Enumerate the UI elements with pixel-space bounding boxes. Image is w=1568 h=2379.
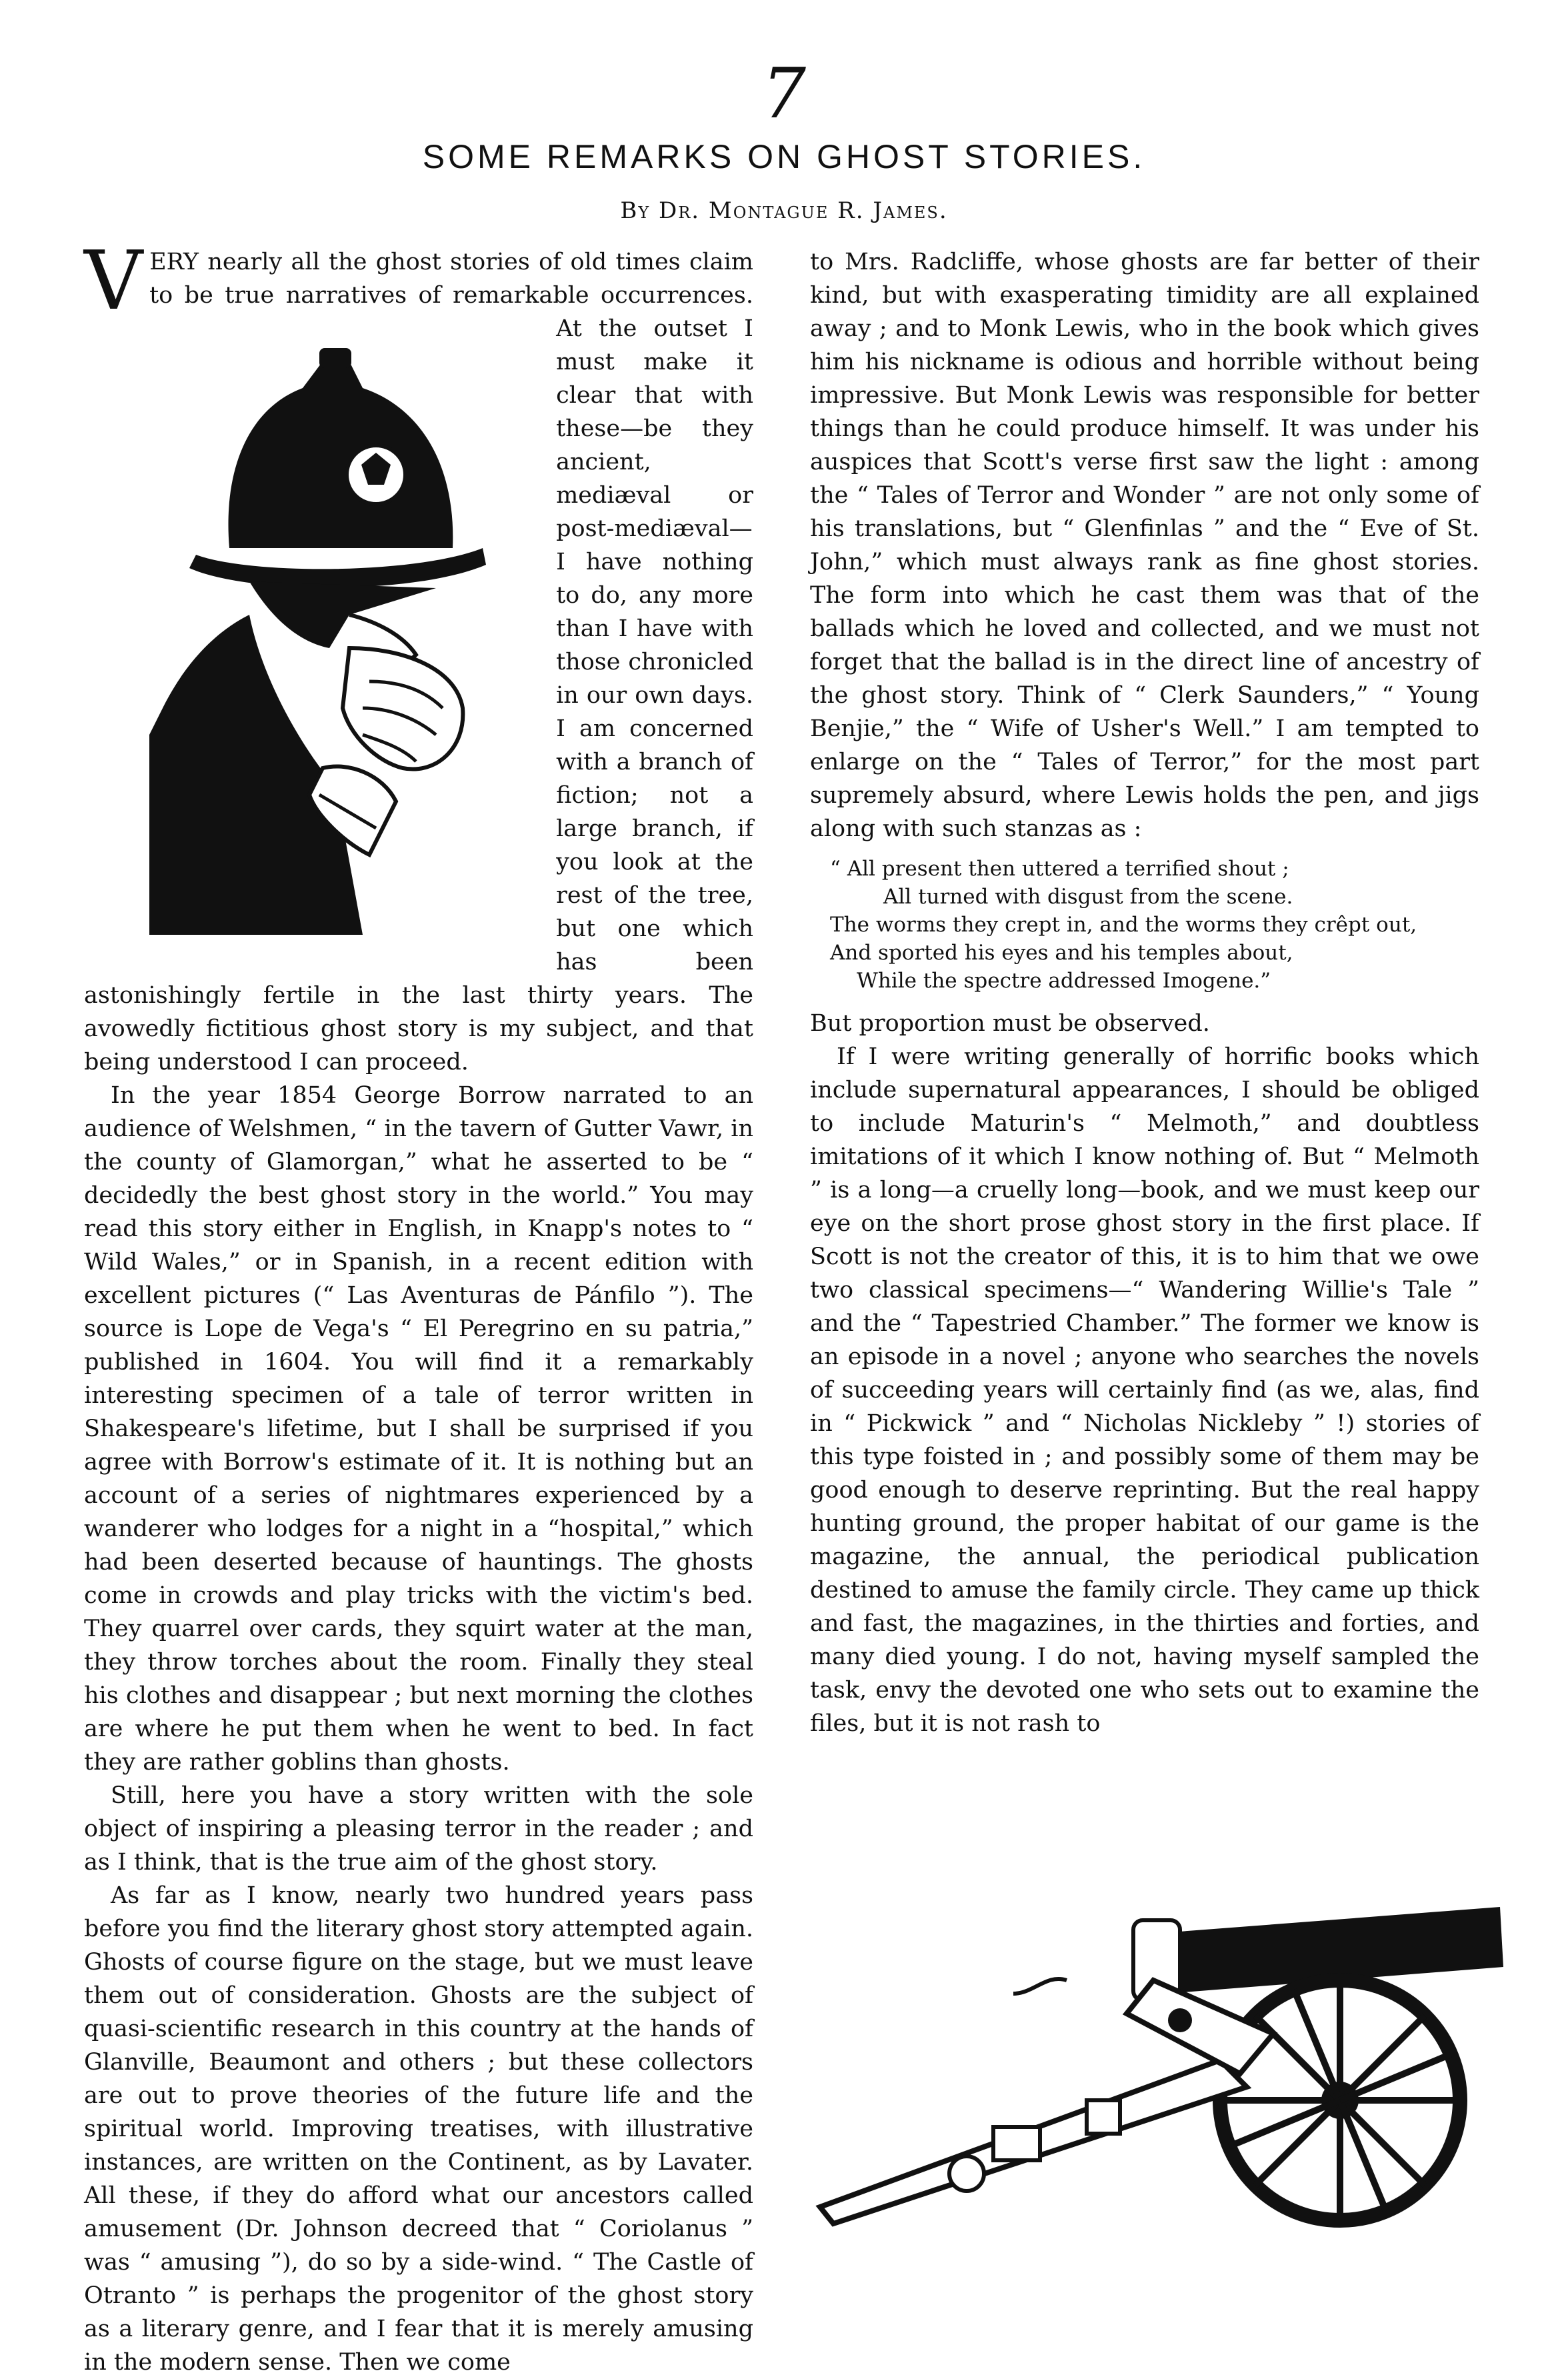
article-byline: By Dr. Montague R. James. (620, 197, 948, 224)
left-paragraph-4: As far as I know, nearly two hundred years pass before you find the literary ghost story attempted again. Ghosts of course figure on the stage, but we must leave them out of consideration. Ghosts are the subject of quasi-scientific research in this country at the hands of Glanville, Beaumont and others ; but these collectors are out to prove theories of the future life and the spiritual world. Improving treatises, with illustrative instances, are written on the Continent, as by Lavater. All these, if they do afford what our ancestors called amusement (Dr. Johnson decreed that “ Coriolanus ” was “ amusing ”), do so by a side-wind. “ The Castle of Otranto ” is perhaps the progenitor of the ghost story as a literary genre, and I fear that it is merely amusing in the modern sense. Then we come (84, 1882, 753, 2376)
page-number: 7 (761, 53, 807, 134)
left-paragraph-3: Still, here you have a story written with the sole object of inspiring a pleasing terror in the reader ; and as I think, that is the true aim of the ghost story. (84, 1782, 753, 1876)
verse-line: All turned with disgust from the scene. (883, 885, 1293, 909)
cannon-drawing (807, 1860, 1507, 2234)
right-column (810, 245, 1479, 1740)
left-paragraph-2: In the year 1854 George Borrow narrated to an audience of Welshmen, “ in the tavern of Gutter Vawr, in the county of Glamorgan,” what he asserted to be “ decidedly the best ghost story in the world.” You may read this story either in English, in Knapp's notes to “ Wild Wales,” or in Spanish, in a recent edition with excellent pictures (“ Las Aventuras de Pánfilo ”). The source is Lope de Vega's “ El Peregrino en su patria,” published in 1604. You will find it a remarkably interesting specimen of a tale of terror written in Shakespeare's lifetime, but I shall be surprised if you agree with Borrow's estimate of it. It is nothing but an account of a series of nightmares experienced by a wanderer who lodges for a night in a “hospital,” which had been deserted because of hauntings. The ghosts come in crowds and play tricks with the victim's bed. They quarrel over cards, they squirt water at the man, they throw torches about the room. Finally they steal his clothes and disappear ; but next morning the clothes are where he put them when he went to bed. In fact they are rather goblins than ghosts. (84, 1082, 753, 1776)
trail-ring (949, 2156, 984, 2191)
face-shadow (249, 581, 436, 648)
drop-cap: V (84, 233, 143, 328)
helmet-brim (189, 548, 486, 587)
trail-plate (1087, 2100, 1120, 2134)
trail-box (993, 2127, 1040, 2160)
police-helmet-illustration (149, 255, 543, 955)
helmet-dome (229, 361, 453, 548)
verse-line: The worms they crept in, and the worms they crêpt out, (830, 913, 1417, 937)
verse-line: While the spectre addressed Imogene.” (857, 969, 1271, 993)
cannon-wheel-spokes (1220, 1980, 1460, 2220)
carriage-cheek (1127, 1980, 1273, 2074)
verse-line: “ All present then uttered a terrified shout ; (830, 857, 1289, 881)
helmet-top-knob (319, 348, 351, 368)
trunnion (1168, 2008, 1192, 2032)
right-paragraph-3: If I were writing generally of horrific books which include supernatural appearances, I should be obliged to include Maturin's “ Melmoth,” and doubtless imitations of it which I know nothing of. But “ Melmoth ” is a long—a cruelly long—book, and we must keep our eye on the short prose ghost story in the first place. If Scott is not the creator of this, it is to him that we owe two classical specimens—“ Wandering Willie's Tale ” and the “ Tapestried Chamber.” The former we know is an episode in a novel ; anyone who searches the novels of succeeding years will certainly find (as we, alas, find in “ Pickwick ” and “ Nicholas Nickleby ” !) stories of this type foisted in ; and possibly some of them may be good enough to deserve reprinting. But the real happy hunting ground, the proper habitat of our game is the magazine, the annual, the periodical publication destined to amuse the family circle. They came up thick and fast, the magazines, in the thirties and forties, and many died young. I do not, having myself sampled the task, envy the devoted one who sets out to examine the files, but it is not rash to (810, 1043, 1479, 1737)
right-paragraph-1: to Mrs. Radcliffe, whose ghosts are far better of their kind, but with exasperating timidity are all explained away ; and to Monk Lewis, who in the book which gives him his nickname is odious and horrible without being impressive. But Monk Lewis was responsible for better things than he could produce himself. It was under his auspices that Scott's verse first saw the light : among the “ Tales of Terror and Wonder ” are not only some of his translations, but “ Glenfinlas ” and the “ Eve of St. John,” which must always rank as fine ghost stories. The form into which he cast them was that of the ballads which he loved and collected, and we must not forget that the ballad is in the direct line of ancestry of the ghost story. Think of “ Clerk Saunders,” “ Young Benjie,” the “ Wife of Usher's Well.” I am tempted to enlarge on the “ Tales of Terror,” for the most part supremely absurd, where Lewis holds the pen, and jigs along with such stanzas as : (810, 249, 1479, 842)
right-paragraph-2: But proportion must be observed. (810, 1010, 1210, 1037)
elevating-handle (1013, 1979, 1067, 1994)
police-helmet-drawing (149, 335, 536, 935)
left-paragraph-1: ERY nearly all the ghost stories of old times claim to be true narratives of remarkable occurrences. At the outset I must make it clear that with these—be they ancient, mediæval or post-mediæval—I have nothing to do, any more than I have with those chronicled in our own days. I am concerned with a branch of fiction; not a large branch, if you look at the rest of the tree, but one which has been astonishingly fertile in the last thirty years. The avowedly fictitious ghost story is my subject, and that being understood I can proceed. (84, 249, 753, 1075)
article-title: SOME REMARKS ON GHOST STORIES. (422, 138, 1146, 175)
verse-stanza (830, 855, 1479, 995)
field-cannon-illustration (807, 1860, 1507, 2234)
verse-line: And sported his eyes and his temples about, (830, 941, 1293, 965)
left-column (84, 233, 753, 2379)
